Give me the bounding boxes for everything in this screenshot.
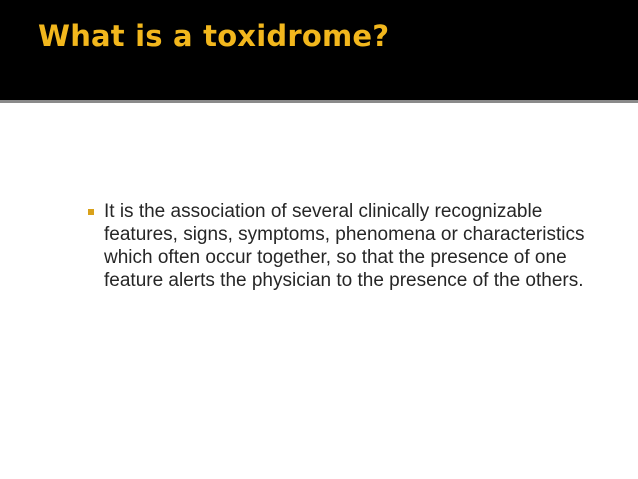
slide-title: What is a toxidrome?: [38, 19, 390, 53]
bullet-list: [88, 200, 608, 292]
square-bullet-icon: [88, 209, 94, 215]
title-divider: [0, 100, 638, 103]
bullet-text: It is the association of several clinically recognizable features, signs, symptoms, phenomena or characteristics which often occur together, so that the presence of one feature alerts the physician to the presence of the others.: [104, 201, 585, 291]
bullet-item: [88, 200, 608, 292]
title-bar: [0, 0, 638, 100]
